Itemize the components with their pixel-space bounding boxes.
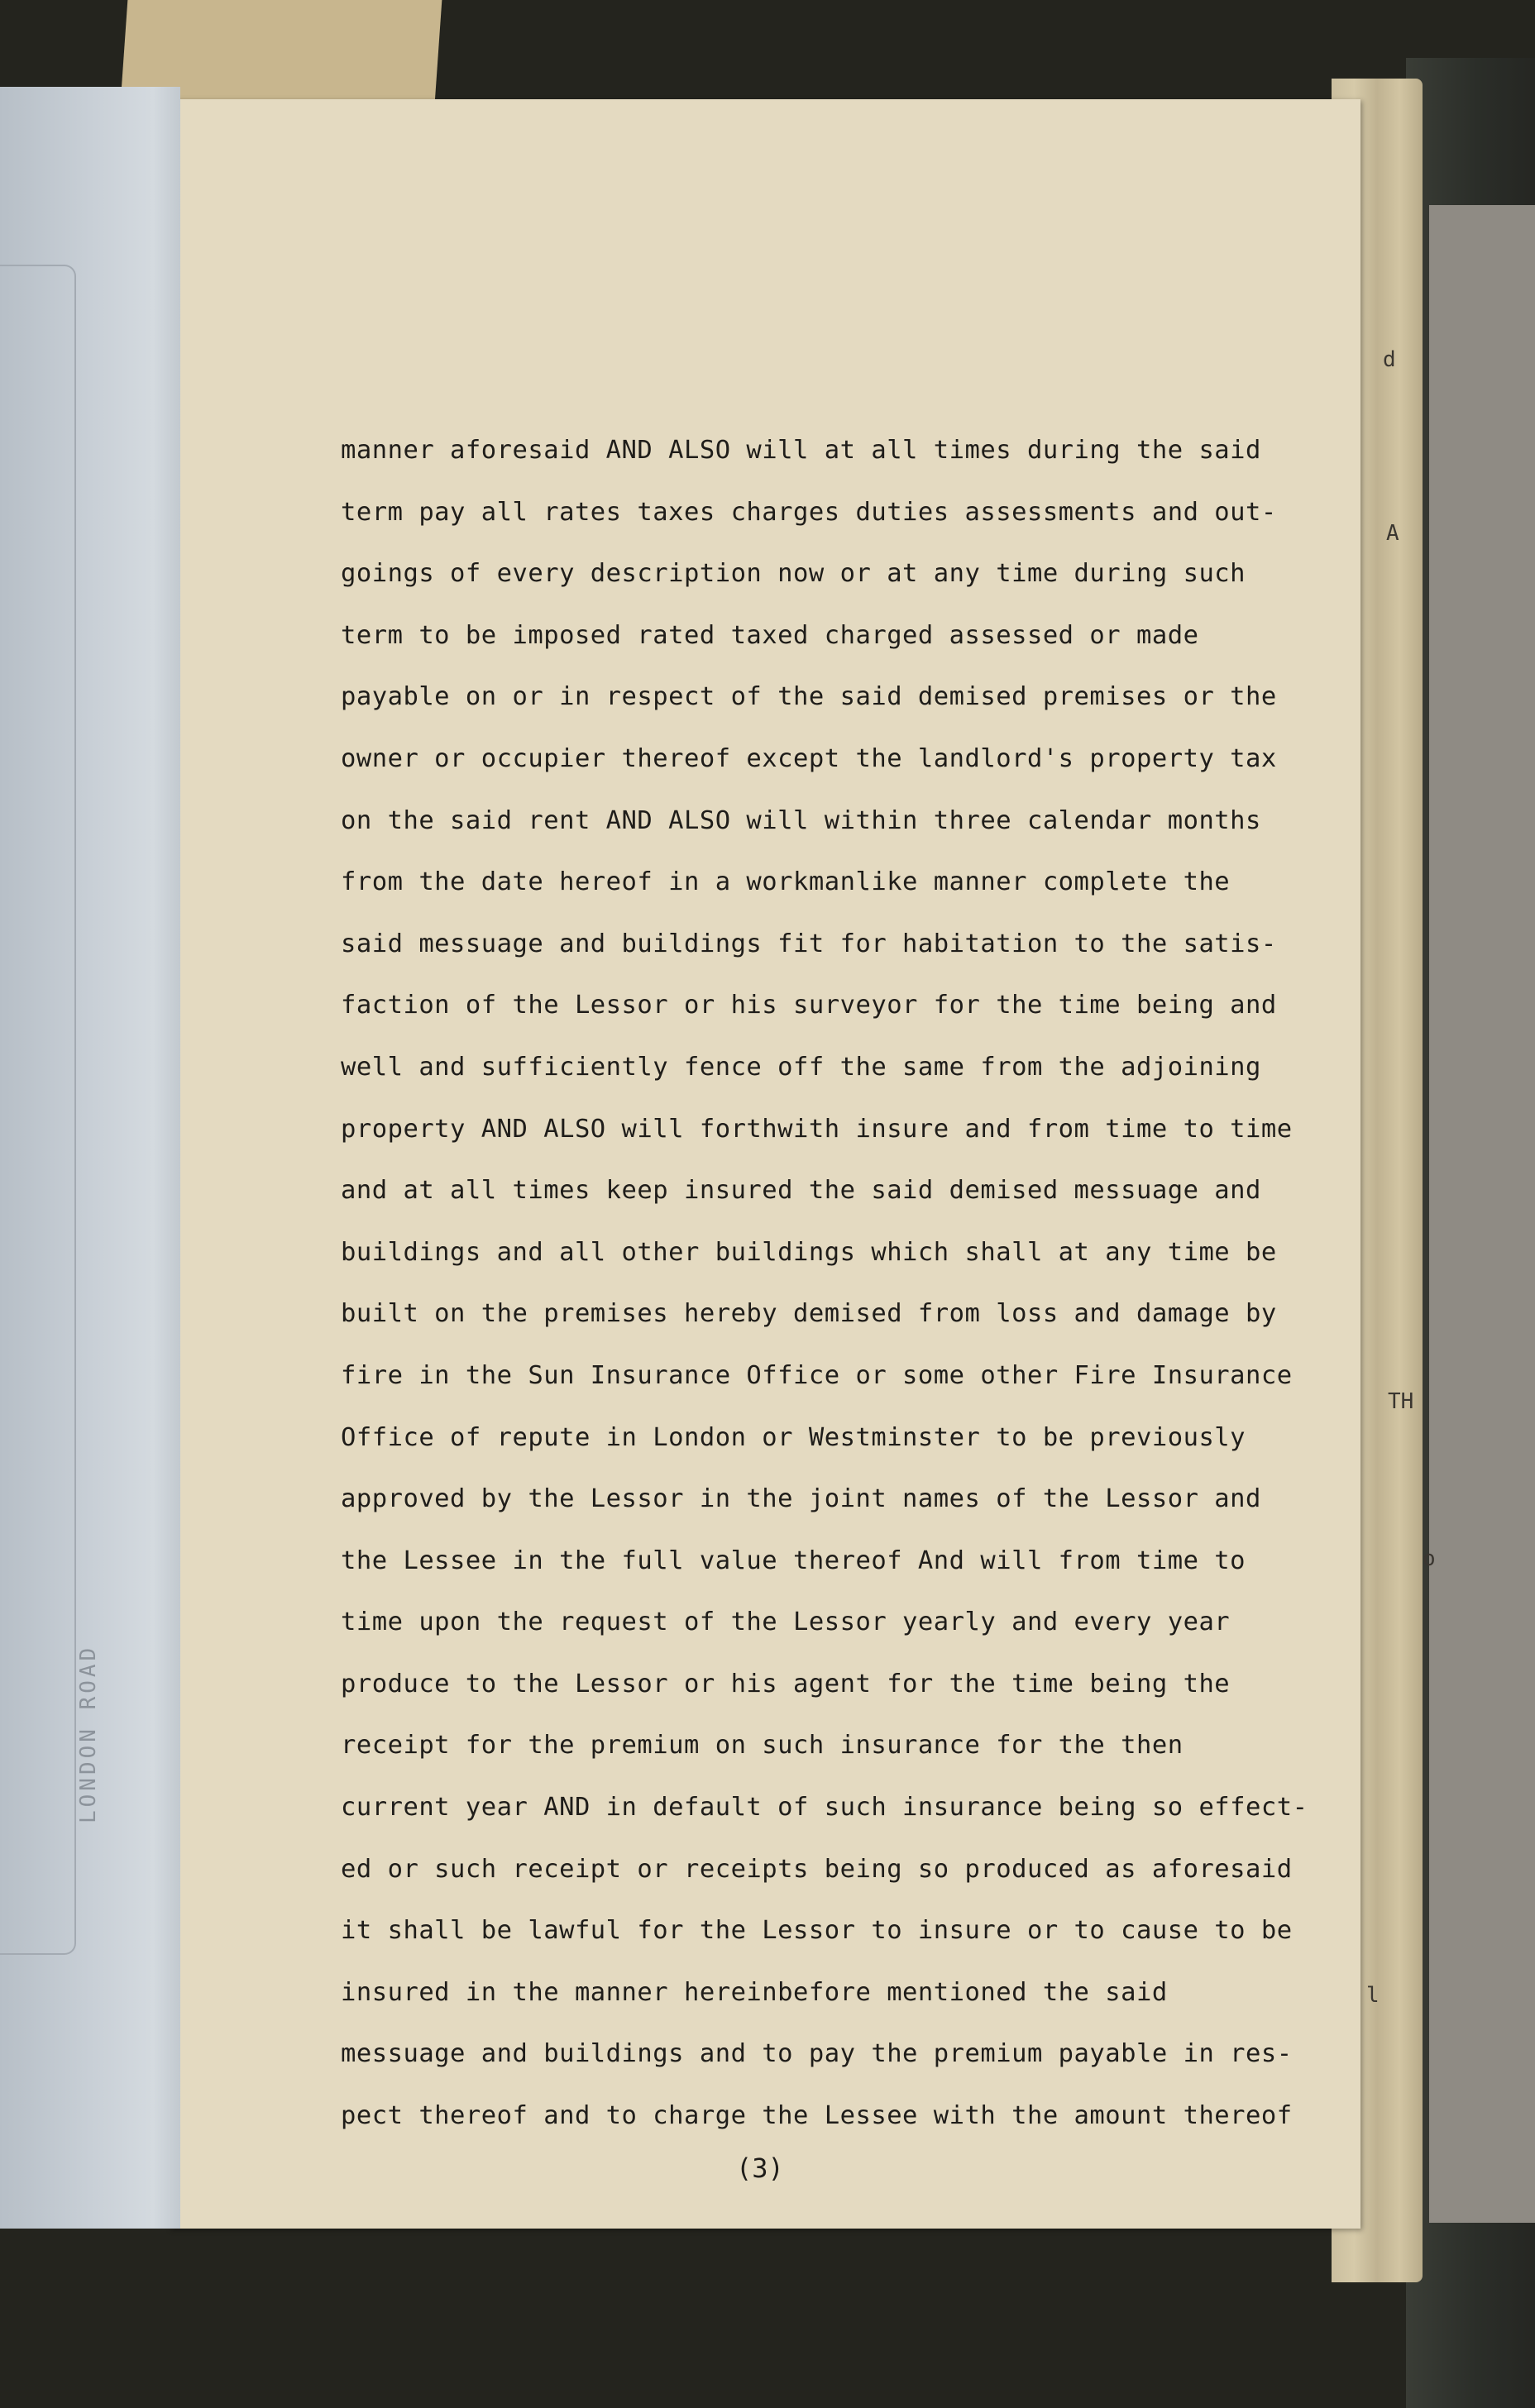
cover-board — [1429, 205, 1535, 2223]
margin-fragment: TH — [1388, 1389, 1414, 1414]
text-line: it shall be lawful for the Lessor to insure or to cause to be — [341, 1916, 1293, 1946]
page-number: (3) — [736, 2152, 784, 2184]
text-line: pect thereof and to charge the Lessee with the amount thereof — [341, 2101, 1293, 2131]
margin-fragment: l — [1366, 1983, 1380, 2008]
text-line: fire in the Sun Insurance Office or some other Fire Insurance — [341, 1360, 1293, 1390]
text-line: ed or such receipt or receipts being so produced as aforesaid — [341, 1854, 1293, 1884]
margin-fragment: o — [1423, 1546, 1436, 1571]
margin-fragment: d — [1383, 347, 1396, 372]
typed-text-block — [341, 420, 1366, 2148]
text-line: term to be imposed rated taxed charged assessed or made — [341, 620, 1199, 650]
text-line: Office of repute in London or Westminster to be previously — [341, 1422, 1246, 1452]
text-line: approved by the Lessor in the joint names of the Lessor and — [341, 1484, 1261, 1514]
text-line: well and sufficiently fence off the same from the adjoining — [341, 1052, 1261, 1082]
text-line: faction of the Lessor or his surveyor for the time being and — [341, 991, 1277, 1020]
text-line: built on the premises hereby demised from loss and damage by — [341, 1299, 1277, 1329]
text-line: property AND ALSO will forthwith insure and from time to time — [341, 1114, 1293, 1144]
text-line: time upon the request of the Lessor yearly and every year — [341, 1608, 1231, 1637]
text-line: produce to the Lessor or his agent for the time being the — [341, 1669, 1231, 1698]
text-line: buildings and all other buildings which shall at any time be — [341, 1237, 1277, 1267]
text-line: insured in the manner hereinbefore mentioned the said — [341, 1977, 1168, 2007]
margin-fragment: A — [1386, 521, 1399, 546]
text-line: payable on or in respect of the said demised premises or the — [341, 682, 1277, 712]
adjoining-page-frame — [0, 265, 76, 1955]
text-line: receipt for the premium on such insurance for the then — [341, 1731, 1184, 1761]
text-line: and at all times keep insured the said demised messuage and — [341, 1176, 1261, 1206]
text-line: owner or occupier thereof except the landlord's property tax — [341, 743, 1277, 773]
text-line: current year AND in default of such insurance being so effect- — [341, 1793, 1308, 1823]
text-line: on the said rent AND ALSO will within three calendar months — [341, 805, 1261, 835]
text-line: said messuage and buildings fit for habitation to the satis- — [341, 929, 1277, 958]
text-line: term pay all rates taxes charges duties assessments and out- — [341, 497, 1277, 527]
text-line: the Lessee in the full value thereof And will from time to — [341, 1546, 1246, 1575]
text-line: manner aforesaid AND ALSO will at all times during the said — [341, 436, 1261, 465]
text-line: goings of every description now or at any time during such — [341, 559, 1246, 589]
adjoining-page-stamp: LONDON ROAD — [76, 1644, 101, 1823]
adjoining-page — [0, 87, 180, 2229]
text-line: messuage and buildings and to pay the premium payable in res- — [341, 2039, 1293, 2069]
text-line: from the date hereof in a workmanlike manner complete the — [341, 867, 1231, 897]
